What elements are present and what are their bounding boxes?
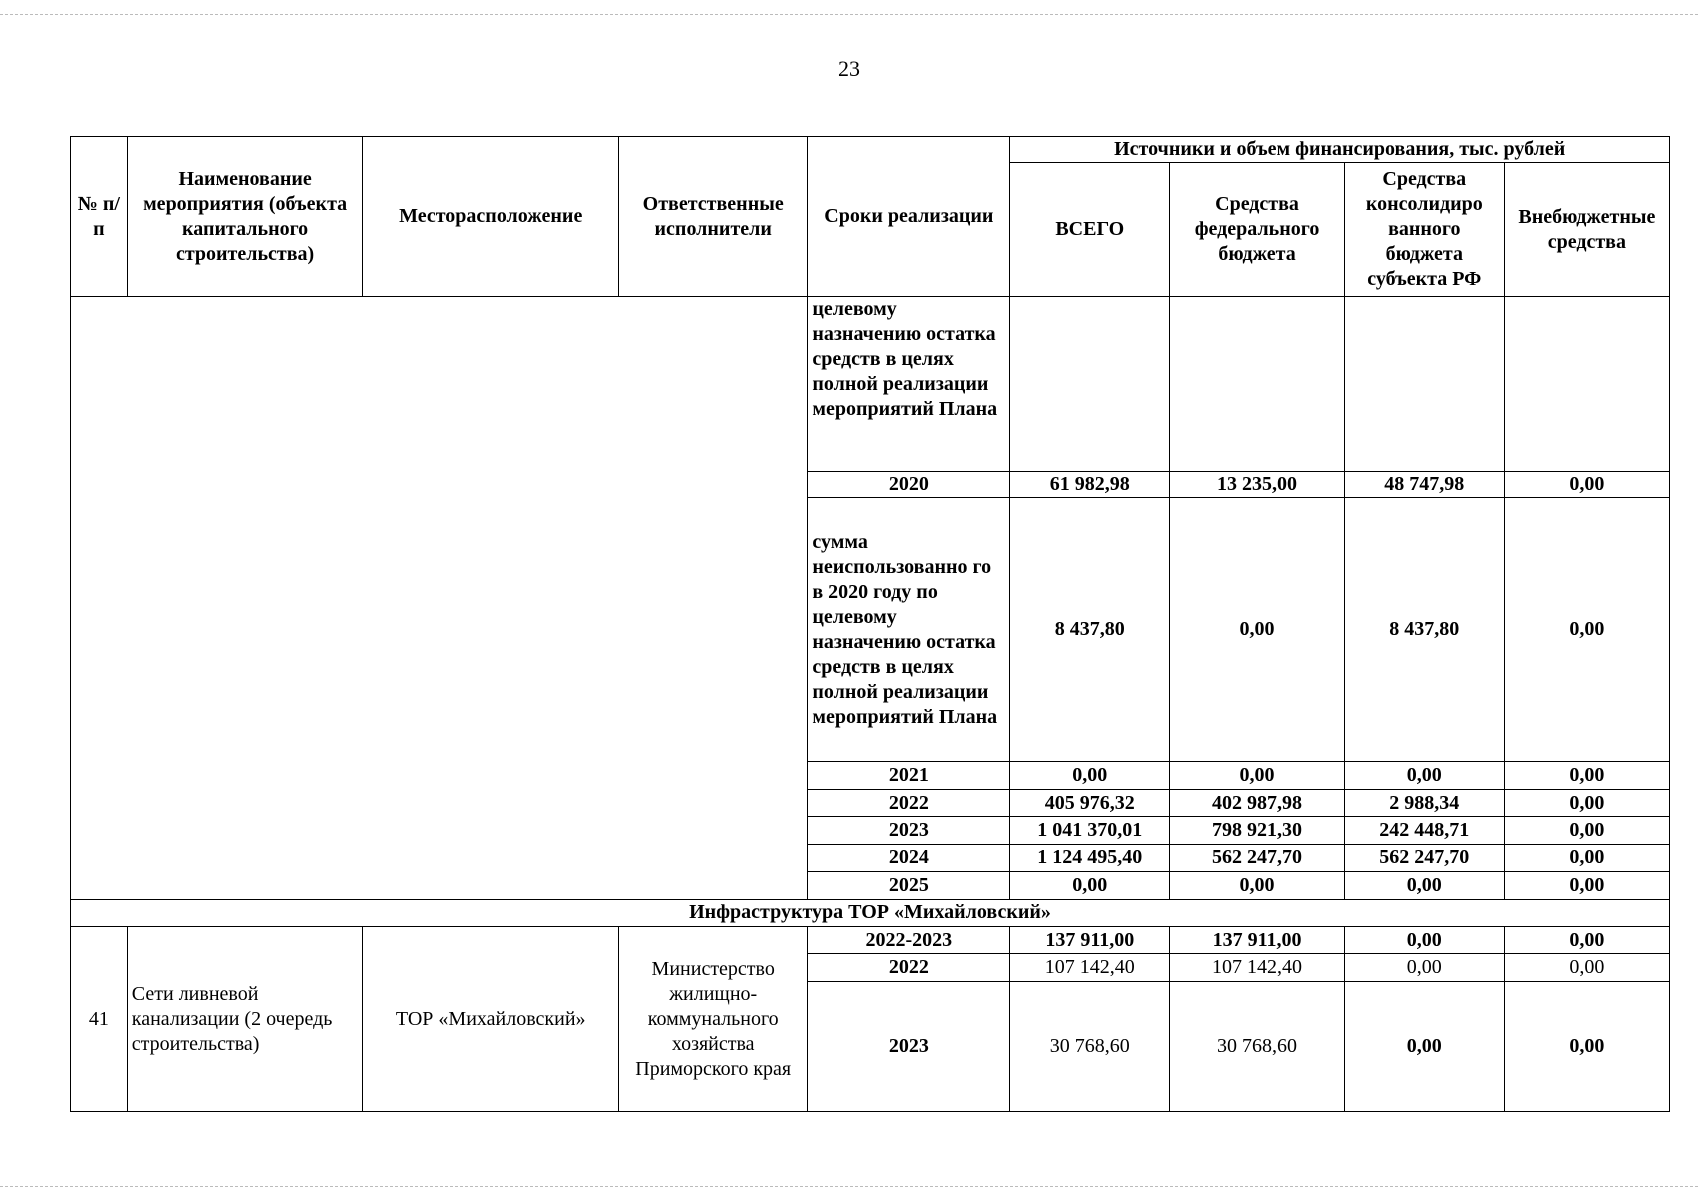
federal-cell: 0,00 <box>1170 872 1345 899</box>
federal-cell: 562 247,70 <box>1170 844 1345 871</box>
header-extra: Внебюджетные средства <box>1504 163 1669 297</box>
term-cell: 2023 <box>808 817 1010 844</box>
federal-cell: 107 142,40 <box>1170 954 1345 981</box>
term-cell: сумма неиспользованно го в 2020 году по целевому назначению остатка средств в целях полной реализации мероприятий Плана <box>808 498 1010 762</box>
federal-cell: 798 921,30 <box>1170 817 1345 844</box>
financing-table <box>70 136 1670 1112</box>
total-cell: 0,00 <box>1010 762 1170 789</box>
consolidated-cell: 242 448,71 <box>1344 817 1504 844</box>
consolidated-cell: 8 437,80 <box>1344 498 1504 762</box>
extra-cell <box>1504 297 1669 472</box>
total-cell: 1 124 495,40 <box>1010 844 1170 871</box>
federal-cell: 137 911,00 <box>1170 927 1345 954</box>
term-cell: 2024 <box>808 844 1010 871</box>
scan-edge-bottom <box>0 1186 1698 1188</box>
federal-cell <box>1170 297 1345 472</box>
section-title: Инфраструктура ТОР «Михайловский» <box>71 899 1670 926</box>
extra-cell: 0,00 <box>1504 789 1669 816</box>
header-num: № п/п <box>71 137 128 297</box>
federal-cell: 13 235,00 <box>1170 471 1345 497</box>
header-location: Месторасположение <box>363 137 619 297</box>
extra-cell: 0,00 <box>1504 844 1669 871</box>
extra-cell: 0,00 <box>1504 927 1669 954</box>
federal-cell: 0,00 <box>1170 498 1345 762</box>
extra-cell: 0,00 <box>1504 981 1669 1111</box>
header-federal: Средства федерального бюджета <box>1170 163 1345 297</box>
total-cell <box>1010 297 1170 472</box>
consolidated-cell: 562 247,70 <box>1344 844 1504 871</box>
total-cell: 8 437,80 <box>1010 498 1170 762</box>
extra-cell: 0,00 <box>1504 498 1669 762</box>
term-cell: 2021 <box>808 762 1010 789</box>
continued-item-cell <box>71 297 808 900</box>
total-cell: 30 768,60 <box>1010 981 1170 1111</box>
term-cell: 2022-2023 <box>808 927 1010 954</box>
consolidated-cell: 0,00 <box>1344 762 1504 789</box>
total-cell: 61 982,98 <box>1010 471 1170 497</box>
item-location: ТОР «Михайловский» <box>363 927 619 1112</box>
table-row <box>71 927 1670 954</box>
total-cell: 405 976,32 <box>1010 789 1170 816</box>
consolidated-cell: 0,00 <box>1344 927 1504 954</box>
term-cell: 2023 <box>808 981 1010 1111</box>
header-responsible: Ответственные исполнители <box>619 137 808 297</box>
consolidated-cell: 0,00 <box>1344 954 1504 981</box>
section-row <box>71 899 1670 926</box>
header-terms: Сроки реализации <box>808 137 1010 297</box>
total-cell: 137 911,00 <box>1010 927 1170 954</box>
scan-edge-top <box>0 14 1698 16</box>
term-cell: 2020 <box>808 471 1010 497</box>
item-responsible: Министерство жилищно-коммунального хозяйства Приморского края <box>619 927 808 1112</box>
federal-cell: 0,00 <box>1170 762 1345 789</box>
header-consolidated: Средства консолидиро ванного бюджета субъекта РФ <box>1344 163 1504 297</box>
header-total: ВСЕГО <box>1010 163 1170 297</box>
term-cell: 2025 <box>808 872 1010 899</box>
term-cell: 2022 <box>808 789 1010 816</box>
consolidated-cell: 0,00 <box>1344 872 1504 899</box>
item-name: Сети ливневой канализации (2 очередь строительства) <box>127 927 363 1112</box>
extra-cell: 0,00 <box>1504 954 1669 981</box>
item-number: 41 <box>71 927 128 1112</box>
total-cell: 1 041 370,01 <box>1010 817 1170 844</box>
extra-cell: 0,00 <box>1504 872 1669 899</box>
header-sources: Источники и объем финансирования, тыс. рублей <box>1010 137 1670 163</box>
total-cell: 0,00 <box>1010 872 1170 899</box>
page-number: 23 <box>838 56 860 81</box>
total-cell: 107 142,40 <box>1010 954 1170 981</box>
federal-cell: 402 987,98 <box>1170 789 1345 816</box>
extra-cell: 0,00 <box>1504 762 1669 789</box>
term-cell: 2022 <box>808 954 1010 981</box>
extra-cell: 0,00 <box>1504 817 1669 844</box>
consolidated-cell: 48 747,98 <box>1344 471 1504 497</box>
federal-cell: 30 768,60 <box>1170 981 1345 1111</box>
consolidated-cell <box>1344 297 1504 472</box>
consolidated-cell: 0,00 <box>1344 981 1504 1111</box>
extra-cell: 0,00 <box>1504 471 1669 497</box>
consolidated-cell: 2 988,34 <box>1344 789 1504 816</box>
table-row <box>71 297 1670 472</box>
header-name: Наименование мероприятия (объекта капитального строительства) <box>127 137 363 297</box>
term-cell: целевому назначению остатка средств в целях полной реализации мероприятий Плана <box>808 297 1010 472</box>
